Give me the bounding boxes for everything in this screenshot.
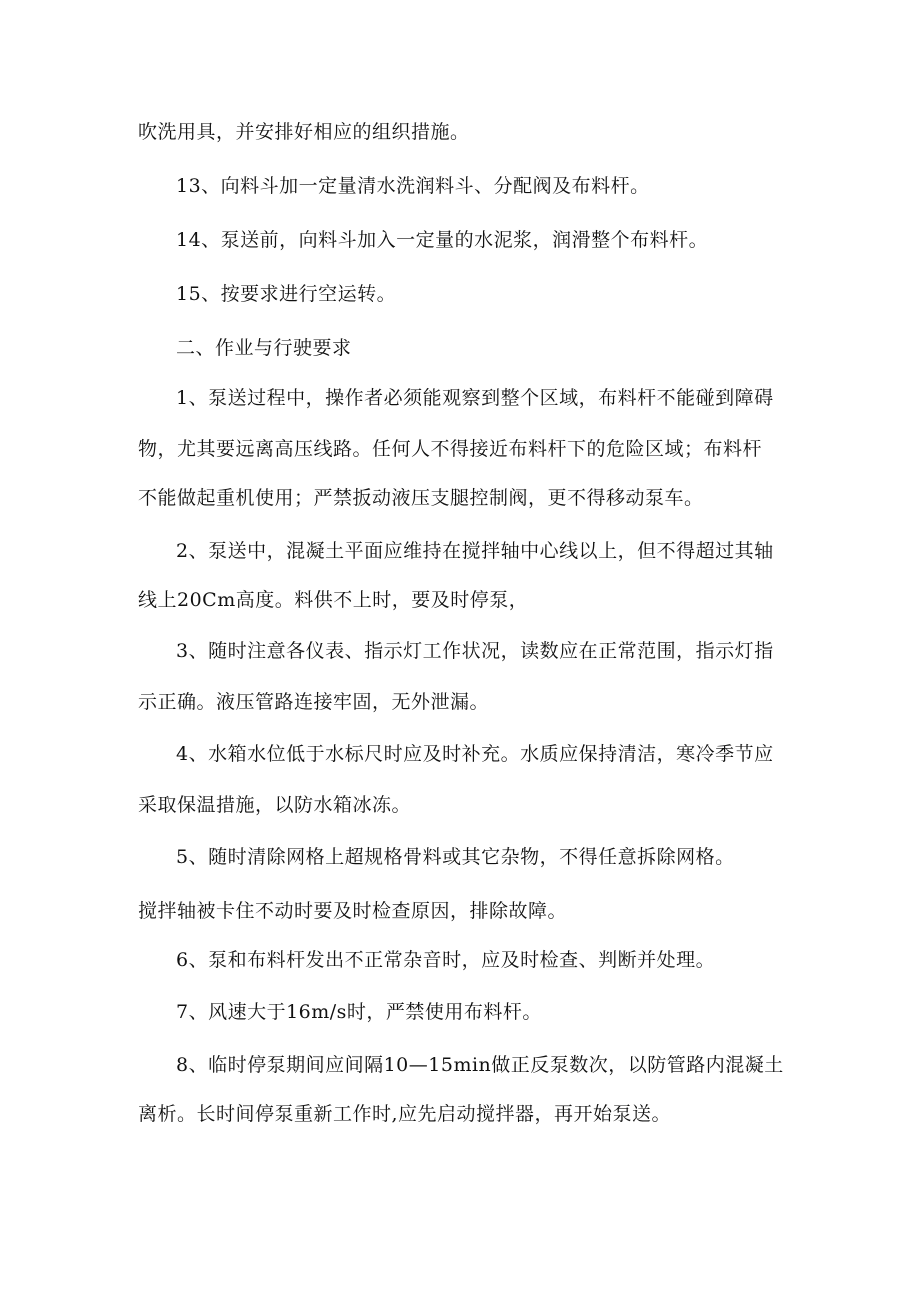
text-line: 离析。长时间停泵重新工作时,应先启动搅拌器，再开始泵送。 <box>138 1103 672 1125</box>
text-line: 7、风速大于16m∕s时，严禁使用布料杆。 <box>176 1001 542 1023</box>
text-line: 3、随时注意各仪表、指示灯工作状况，读数应在正常范围，指示灯指 <box>176 640 774 662</box>
text-line: 采取保温措施，以防水箱冰冻。 <box>138 794 412 816</box>
text-line: 1、泵送过程中，操作者必须能观察到整个区域，布料杆不能碰到障碍 <box>176 387 774 409</box>
text-line: 示正确。液压管路连接牢固，无外泄漏。 <box>138 691 490 713</box>
text-line: 吹洗用具，并安排好相应的组织措施。 <box>138 121 470 143</box>
text-line: 不能做起重机使用；严禁扳动液压支腿控制阀，更不得移动泵车。 <box>138 487 704 509</box>
text-line: 15、按要求进行空运转。 <box>176 283 397 305</box>
text-line: 线上20Cm高度。料供不上时，要及时停泵， <box>138 589 529 611</box>
section-heading: 二、作业与行驶要求 <box>176 337 352 359</box>
text-line: 14、泵送前，向料斗加入一定量的水泥浆，润滑整个布料杆。 <box>176 229 709 251</box>
text-line: 8、临时停泵期间应间隔10—15min做正反泵数次，以防管路内混凝土 <box>176 1054 784 1076</box>
text-line: 搅拌轴被卡住不动时要及时检查原因，排除故障。 <box>138 900 568 922</box>
text-line: 6、泵和布料杆发出不正常杂音时，应及时检查、判断并处理。 <box>176 949 716 971</box>
text-line: 物，尤其要远离高压线路。任何人不得接近布料杆下的危险区域；布料杆 <box>138 438 763 460</box>
text-line: 2、泵送中，混凝土平面应维持在搅拌轴中心线以上，但不得超过其轴 <box>176 540 774 562</box>
text-line: 4、水箱水位低于水标尺时应及时补充。水质应保持清洁，寒冷季节应 <box>176 743 774 765</box>
text-line: 5、随时清除网格上超规格骨料或其它杂物，不得任意拆除网格。 <box>176 846 735 868</box>
text-line: 13、向料斗加一定量清水洗润料斗、分配阀及布料杆。 <box>176 175 650 197</box>
